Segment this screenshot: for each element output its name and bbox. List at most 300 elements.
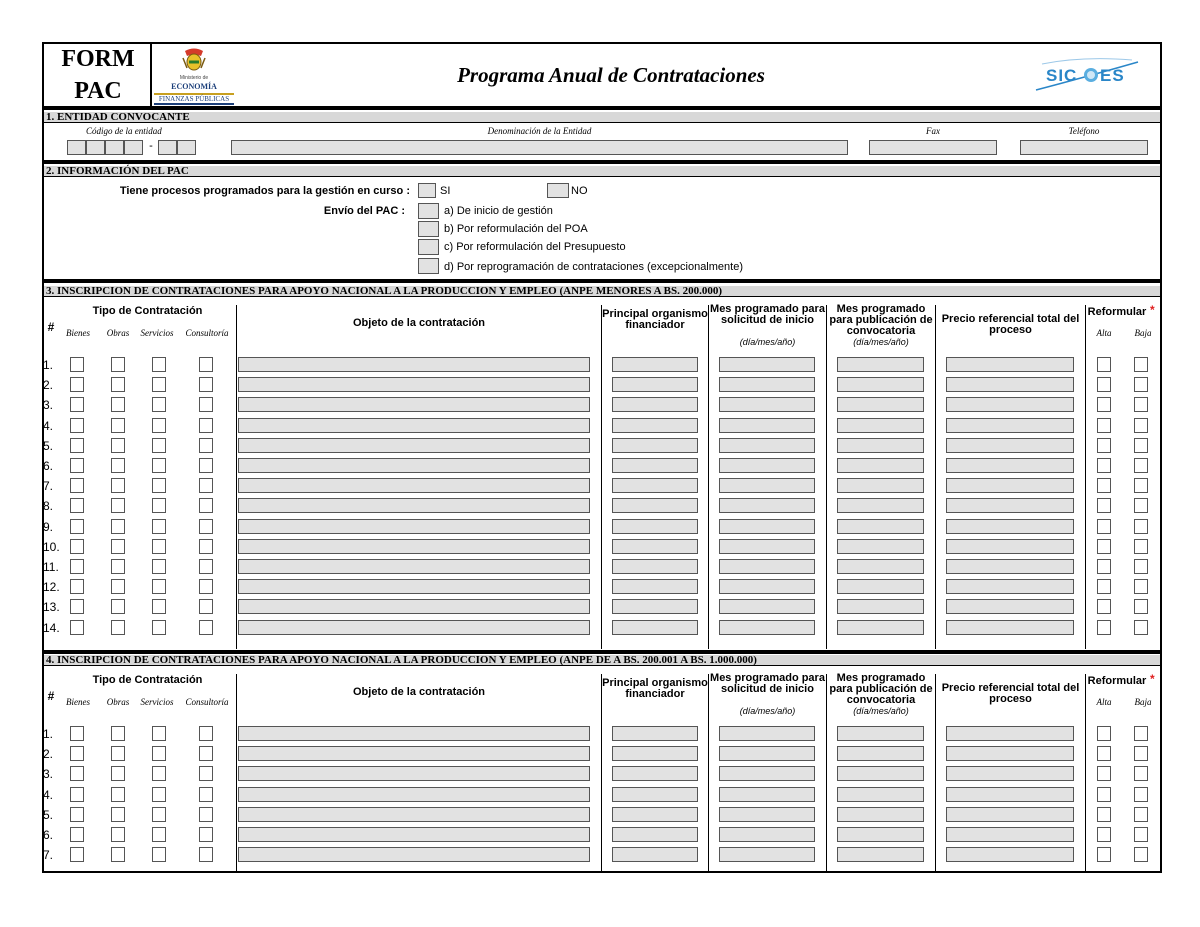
obras-checkbox[interactable] (111, 827, 125, 842)
consultoria-checkbox[interactable] (199, 847, 213, 862)
row-number: 5. (43, 438, 54, 453)
objeto-field[interactable] (238, 438, 590, 453)
header-mes-inicio-fmt: (día/mes/año) (739, 337, 796, 347)
bienes-checkbox[interactable] (70, 397, 84, 412)
servicios-checkbox[interactable] (152, 620, 166, 635)
section2-title: 2. INFORMACIÓN DEL PAC (46, 165, 189, 177)
codigo-cell-3[interactable] (105, 140, 124, 155)
mes-publicacion-field[interactable] (837, 397, 924, 412)
obras-checkbox[interactable] (111, 807, 125, 822)
alta-checkbox[interactable] (1097, 807, 1111, 822)
header-objeto: Objeto de la contratación (352, 317, 486, 329)
bienes-checkbox[interactable] (70, 620, 84, 635)
objeto-field[interactable] (238, 787, 590, 802)
envio-option-d: d) Por reprogramación de contrataciones (excepcionalmente) (444, 261, 743, 273)
mes-inicio-field[interactable] (719, 559, 815, 574)
precio-field[interactable] (946, 579, 1074, 594)
obras-checkbox[interactable] (111, 438, 125, 453)
section4-title: 4. INSCRIPCION DE CONTRATACIONES PARA APOYO NACIONAL A LA PRODUCCION Y EMPLEO (ANPE DE A BS. 200.001 A BS. 1.000.000) (46, 654, 757, 666)
mes-publicacion-field[interactable] (837, 847, 924, 862)
consultoria-checkbox[interactable] (199, 478, 213, 493)
section1-divider (42, 160, 1162, 164)
servicios-checkbox[interactable] (152, 827, 166, 842)
objeto-field[interactable] (238, 559, 590, 574)
organismo-field[interactable] (612, 397, 698, 412)
bienes-checkbox[interactable] (70, 377, 84, 392)
bienes-checkbox[interactable] (70, 766, 84, 781)
alta-checkbox[interactable] (1097, 620, 1111, 635)
precio-field[interactable] (946, 599, 1074, 614)
consultoria-checkbox[interactable] (199, 397, 213, 412)
objeto-field[interactable] (238, 377, 590, 392)
organismo-field[interactable] (612, 807, 698, 822)
mes-publicacion-field[interactable] (837, 539, 924, 554)
organismo-field[interactable] (612, 726, 698, 741)
header-consultoria: Consultoría (185, 697, 229, 707)
organismo-field[interactable] (612, 519, 698, 534)
mes-inicio-field[interactable] (719, 620, 815, 635)
row-number: 9. (43, 519, 54, 534)
consultoria-checkbox[interactable] (199, 519, 213, 534)
header-servicios: Servicios (140, 697, 174, 707)
servicios-checkbox[interactable] (152, 559, 166, 574)
consultoria-checkbox[interactable] (199, 807, 213, 822)
mes-publicacion-field[interactable] (837, 478, 924, 493)
header-mes-publicacion: Mes programado para publicación de convocatoria (829, 672, 933, 706)
consultoria-checkbox[interactable] (199, 726, 213, 741)
header-obras: Obras (106, 328, 130, 338)
alta-checkbox[interactable] (1097, 397, 1111, 412)
objeto-field[interactable] (238, 620, 590, 635)
objeto-field[interactable] (238, 599, 590, 614)
baja-checkbox[interactable] (1134, 599, 1148, 614)
row-number: 1. (43, 727, 54, 741)
obras-checkbox[interactable] (111, 847, 125, 862)
obras-checkbox[interactable] (111, 418, 125, 433)
alta-checkbox[interactable] (1097, 519, 1111, 534)
consultoria-checkbox[interactable] (199, 579, 213, 594)
precio-field[interactable] (946, 397, 1074, 412)
mes-inicio-field[interactable] (719, 478, 815, 493)
alta-checkbox[interactable] (1097, 827, 1111, 842)
baja-checkbox[interactable] (1134, 377, 1148, 392)
organismo-field[interactable] (612, 458, 698, 473)
organismo-field[interactable] (612, 746, 698, 761)
baja-checkbox[interactable] (1134, 519, 1148, 534)
baja-checkbox[interactable] (1134, 498, 1148, 513)
si-checkbox[interactable] (418, 183, 436, 198)
header-mes-inicio-fmt: (día/mes/año) (739, 706, 796, 716)
baja-checkbox[interactable] (1134, 787, 1148, 802)
servicios-checkbox[interactable] (152, 847, 166, 862)
header-organismo: Principal organismo financiador (602, 308, 708, 331)
consultoria-checkbox[interactable] (199, 559, 213, 574)
mes-inicio-field[interactable] (719, 807, 815, 822)
consultoria-checkbox[interactable] (199, 438, 213, 453)
envio-option-a: a) De inicio de gestión (444, 205, 553, 217)
mes-inicio-field[interactable] (719, 766, 815, 781)
bienes-checkbox[interactable] (70, 539, 84, 554)
baja-checkbox[interactable] (1134, 357, 1148, 372)
form-title: Programa Anual de Contrataciones (457, 63, 765, 87)
baja-checkbox[interactable] (1134, 539, 1148, 554)
baja-checkbox[interactable] (1134, 726, 1148, 741)
bienes-checkbox[interactable] (70, 579, 84, 594)
mes-publicacion-field[interactable] (837, 726, 924, 741)
precio-field[interactable] (946, 746, 1074, 761)
consultoria-checkbox[interactable] (199, 357, 213, 372)
organismo-field[interactable] (612, 559, 698, 574)
mes-publicacion-field[interactable] (837, 746, 924, 761)
obras-checkbox[interactable] (111, 766, 125, 781)
column-divider (1085, 674, 1086, 871)
row-number: 8. (43, 499, 54, 514)
mes-publicacion-field[interactable] (837, 418, 924, 433)
servicios-checkbox[interactable] (152, 766, 166, 781)
precio-field[interactable] (946, 418, 1074, 433)
organismo-field[interactable] (612, 766, 698, 781)
alta-checkbox[interactable] (1097, 766, 1111, 781)
objeto-field[interactable] (238, 766, 590, 781)
servicios-checkbox[interactable] (152, 438, 166, 453)
precio-field[interactable] (946, 478, 1074, 493)
mes-inicio-field[interactable] (719, 458, 815, 473)
alta-checkbox[interactable] (1097, 599, 1111, 614)
objeto-field[interactable] (238, 847, 590, 862)
header-objeto: Objeto de la contratación (352, 686, 486, 698)
servicios-checkbox[interactable] (152, 519, 166, 534)
precio-field[interactable] (946, 726, 1074, 741)
mes-publicacion-field[interactable] (837, 519, 924, 534)
bienes-checkbox[interactable] (70, 847, 84, 862)
baja-checkbox[interactable] (1134, 458, 1148, 473)
servicios-checkbox[interactable] (152, 418, 166, 433)
reformular-asterisk: * (1150, 303, 1155, 317)
precio-field[interactable] (946, 807, 1074, 822)
bienes-checkbox[interactable] (70, 478, 84, 493)
consultoria-checkbox[interactable] (199, 377, 213, 392)
bienes-checkbox[interactable] (70, 438, 84, 453)
objeto-field[interactable] (238, 418, 590, 433)
objeto-field[interactable] (238, 458, 590, 473)
obras-checkbox[interactable] (111, 620, 125, 635)
objeto-field[interactable] (238, 827, 590, 842)
bienes-checkbox[interactable] (70, 746, 84, 761)
obras-checkbox[interactable] (111, 377, 125, 392)
baja-checkbox[interactable] (1134, 478, 1148, 493)
organismo-field[interactable] (612, 478, 698, 493)
alta-checkbox[interactable] (1097, 559, 1111, 574)
codigo-cell-4[interactable] (124, 140, 143, 155)
servicios-checkbox[interactable] (152, 726, 166, 741)
mes-inicio-field[interactable] (719, 519, 815, 534)
row-number: 4. (43, 418, 54, 433)
alta-checkbox[interactable] (1097, 478, 1111, 493)
obras-checkbox[interactable] (111, 357, 125, 372)
column-divider (1085, 305, 1086, 649)
row-number: 14. (43, 620, 60, 635)
header-consultoria: Consultoría (185, 328, 229, 338)
mes-inicio-field[interactable] (719, 579, 815, 594)
header-obras: Obras (106, 697, 130, 707)
header-mes-inicio: Mes programado para solicitud de inicio (710, 303, 825, 326)
bienes-checkbox[interactable] (70, 357, 84, 372)
obras-checkbox[interactable] (111, 478, 125, 493)
precio-field[interactable] (946, 539, 1074, 554)
mes-inicio-field[interactable] (719, 539, 815, 554)
precio-field[interactable] (946, 787, 1074, 802)
mes-publicacion-field[interactable] (837, 827, 924, 842)
precio-field[interactable] (946, 620, 1074, 635)
mes-inicio-field[interactable] (719, 418, 815, 433)
mes-inicio-field[interactable] (719, 357, 815, 372)
row-number: 2. (43, 747, 54, 762)
mes-publicacion-field[interactable] (837, 377, 924, 392)
precio-field[interactable] (946, 458, 1074, 473)
organismo-field[interactable] (612, 418, 698, 433)
mes-inicio-field[interactable] (719, 397, 815, 412)
column-divider (708, 305, 709, 649)
bienes-checkbox[interactable] (70, 559, 84, 574)
column-divider (601, 305, 602, 649)
servicios-checkbox[interactable] (152, 357, 166, 372)
baja-checkbox[interactable] (1134, 620, 1148, 635)
header-hash: # (47, 689, 55, 703)
bienes-checkbox[interactable] (70, 519, 84, 534)
alta-checkbox[interactable] (1097, 357, 1111, 372)
alta-checkbox[interactable] (1097, 418, 1111, 433)
bienes-checkbox[interactable] (70, 787, 84, 802)
row-number: 3. (43, 767, 54, 782)
servicios-checkbox[interactable] (152, 746, 166, 761)
mes-inicio-field[interactable] (719, 377, 815, 392)
baja-checkbox[interactable] (1134, 418, 1148, 433)
coat-of-arms-icon (181, 48, 207, 72)
row-number: 5. (43, 807, 54, 822)
baja-checkbox[interactable] (1134, 397, 1148, 412)
header-bienes: Bienes (66, 328, 90, 338)
sicoes-text-left: SIC (1046, 66, 1078, 85)
mes-inicio-field[interactable] (719, 726, 815, 741)
obras-checkbox[interactable] (111, 559, 125, 574)
organismo-field[interactable] (612, 357, 698, 372)
codigo-cell-1[interactable] (67, 140, 86, 155)
codigo-cell-2[interactable] (86, 140, 105, 155)
baja-checkbox[interactable] (1134, 579, 1148, 594)
bienes-checkbox[interactable] (70, 807, 84, 822)
precio-field[interactable] (946, 766, 1074, 781)
obras-checkbox[interactable] (111, 539, 125, 554)
no-checkbox[interactable] (547, 183, 569, 198)
row-number: 6. (43, 828, 54, 842)
baja-checkbox[interactable] (1134, 766, 1148, 781)
obras-checkbox[interactable] (111, 458, 125, 473)
mes-publicacion-field[interactable] (837, 787, 924, 802)
mes-inicio-field[interactable] (719, 599, 815, 614)
fax-field[interactable] (869, 140, 997, 155)
alta-checkbox[interactable] (1097, 726, 1111, 741)
section1-title: 1. ENTIDAD CONVOCANTE (46, 111, 190, 123)
baja-checkbox[interactable] (1134, 807, 1148, 822)
obras-checkbox[interactable] (111, 599, 125, 614)
baja-checkbox[interactable] (1134, 827, 1148, 842)
servicios-checkbox[interactable] (152, 478, 166, 493)
mes-publicacion-field[interactable] (837, 458, 924, 473)
objeto-field[interactable] (238, 807, 590, 822)
baja-checkbox[interactable] (1134, 438, 1148, 453)
mes-inicio-field[interactable] (719, 746, 815, 761)
row-number: 2. (43, 378, 54, 393)
servicios-checkbox[interactable] (152, 539, 166, 554)
sicoes-text-right: ES (1100, 66, 1125, 85)
mes-publicacion-field[interactable] (837, 438, 924, 453)
denominacion-field[interactable] (231, 140, 848, 155)
alta-checkbox[interactable] (1097, 377, 1111, 392)
baja-checkbox[interactable] (1134, 559, 1148, 574)
mes-publicacion-field[interactable] (837, 766, 924, 781)
servicios-checkbox[interactable] (152, 807, 166, 822)
servicios-checkbox[interactable] (152, 498, 166, 513)
servicios-checkbox[interactable] (152, 579, 166, 594)
obras-checkbox[interactable] (111, 726, 125, 741)
organismo-field[interactable] (612, 827, 698, 842)
fax-label: Fax (926, 126, 940, 136)
precio-field[interactable] (946, 438, 1074, 453)
header-reformular: Reformular (1087, 306, 1147, 318)
obras-checkbox[interactable] (111, 519, 125, 534)
objeto-field[interactable] (238, 357, 590, 372)
consultoria-checkbox[interactable] (199, 539, 213, 554)
consultoria-checkbox[interactable] (199, 787, 213, 802)
consultoria-checkbox[interactable] (199, 766, 213, 781)
bienes-checkbox[interactable] (70, 458, 84, 473)
envio-option-d-checkbox[interactable] (418, 258, 439, 274)
mes-publicacion-field[interactable] (837, 357, 924, 372)
pac-label: PAC (74, 78, 122, 104)
organismo-field[interactable] (612, 599, 698, 614)
mes-inicio-field[interactable] (719, 498, 815, 513)
objeto-field[interactable] (238, 519, 590, 534)
header-organismo: Principal organismo financiador (602, 677, 708, 700)
precio-field[interactable] (946, 357, 1074, 372)
organismo-field[interactable] (612, 787, 698, 802)
consultoria-checkbox[interactable] (199, 620, 213, 635)
consultoria-checkbox[interactable] (199, 746, 213, 761)
baja-checkbox[interactable] (1134, 847, 1148, 862)
organismo-field[interactable] (612, 620, 698, 635)
mes-inicio-field[interactable] (719, 787, 815, 802)
bienes-checkbox[interactable] (70, 498, 84, 513)
baja-checkbox[interactable] (1134, 746, 1148, 761)
alta-checkbox[interactable] (1097, 746, 1111, 761)
codigo-dash: - (149, 140, 153, 152)
alta-checkbox[interactable] (1097, 579, 1111, 594)
organismo-field[interactable] (612, 498, 698, 513)
precio-field[interactable] (946, 498, 1074, 513)
alta-checkbox[interactable] (1097, 787, 1111, 802)
mes-publicacion-field[interactable] (837, 579, 924, 594)
precio-field[interactable] (946, 827, 1074, 842)
mes-inicio-field[interactable] (719, 847, 815, 862)
header-tipo: Tipo de Contratación (92, 674, 203, 686)
consultoria-checkbox[interactable] (199, 458, 213, 473)
consultoria-checkbox[interactable] (199, 498, 213, 513)
mes-inicio-field[interactable] (719, 438, 815, 453)
bienes-checkbox[interactable] (70, 599, 84, 614)
mes-publicacion-field[interactable] (837, 559, 924, 574)
objeto-field[interactable] (238, 539, 590, 554)
alta-checkbox[interactable] (1097, 438, 1111, 453)
obras-checkbox[interactable] (111, 397, 125, 412)
envio-option-c-checkbox[interactable] (418, 239, 439, 255)
objeto-field[interactable] (238, 478, 590, 493)
consultoria-checkbox[interactable] (199, 827, 213, 842)
mes-publicacion-field[interactable] (837, 620, 924, 635)
organismo-field[interactable] (612, 579, 698, 594)
alta-checkbox[interactable] (1097, 847, 1111, 862)
mes-publicacion-field[interactable] (837, 807, 924, 822)
row-number: 6. (43, 459, 54, 473)
mes-inicio-field[interactable] (719, 827, 815, 842)
codigo-cell-5[interactable] (158, 140, 177, 155)
servicios-checkbox[interactable] (152, 787, 166, 802)
alta-checkbox[interactable] (1097, 498, 1111, 513)
bienes-checkbox[interactable] (70, 418, 84, 433)
header-mes-publicacion-fmt: (día/mes/año) (853, 337, 909, 347)
alta-checkbox[interactable] (1097, 539, 1111, 554)
servicios-checkbox[interactable] (152, 377, 166, 392)
mes-publicacion-field[interactable] (837, 498, 924, 513)
consultoria-checkbox[interactable] (199, 599, 213, 614)
header-hash: # (47, 320, 55, 334)
section3-title: 3. INSCRIPCION DE CONTRATACIONES PARA APOYO NACIONAL A LA PRODUCCION Y EMPLEO (ANPE MENORES A BS. 200.000) (46, 285, 723, 297)
row-number: 7. (43, 479, 54, 494)
organismo-field[interactable] (612, 438, 698, 453)
no-label: NO (571, 185, 588, 197)
precio-field[interactable] (946, 377, 1074, 392)
section2-divider (42, 279, 1162, 283)
organismo-field[interactable] (612, 377, 698, 392)
envio-option-b-checkbox[interactable] (418, 221, 439, 237)
bienes-checkbox[interactable] (70, 726, 84, 741)
precio-field[interactable] (946, 519, 1074, 534)
envio-option-a-checkbox[interactable] (418, 203, 439, 219)
obras-checkbox[interactable] (111, 787, 125, 802)
servicios-checkbox[interactable] (152, 599, 166, 614)
header-precio: Precio referencial total del proceso (941, 313, 1080, 336)
codigo-cell-6[interactable] (177, 140, 196, 155)
servicios-checkbox[interactable] (152, 397, 166, 412)
mes-publicacion-field[interactable] (837, 599, 924, 614)
precio-field[interactable] (946, 559, 1074, 574)
objeto-field[interactable] (238, 397, 590, 412)
bienes-checkbox[interactable] (70, 827, 84, 842)
alta-checkbox[interactable] (1097, 458, 1111, 473)
objeto-field[interactable] (238, 498, 590, 513)
obras-checkbox[interactable] (111, 579, 125, 594)
precio-field[interactable] (946, 847, 1074, 862)
organismo-field[interactable] (612, 539, 698, 554)
telefono-field[interactable] (1020, 140, 1148, 155)
consultoria-checkbox[interactable] (199, 418, 213, 433)
organismo-field[interactable] (612, 847, 698, 862)
objeto-field[interactable] (238, 746, 590, 761)
objeto-field[interactable] (238, 726, 590, 741)
obras-checkbox[interactable] (111, 498, 125, 513)
objeto-field[interactable] (238, 579, 590, 594)
servicios-checkbox[interactable] (152, 458, 166, 473)
obras-checkbox[interactable] (111, 746, 125, 761)
